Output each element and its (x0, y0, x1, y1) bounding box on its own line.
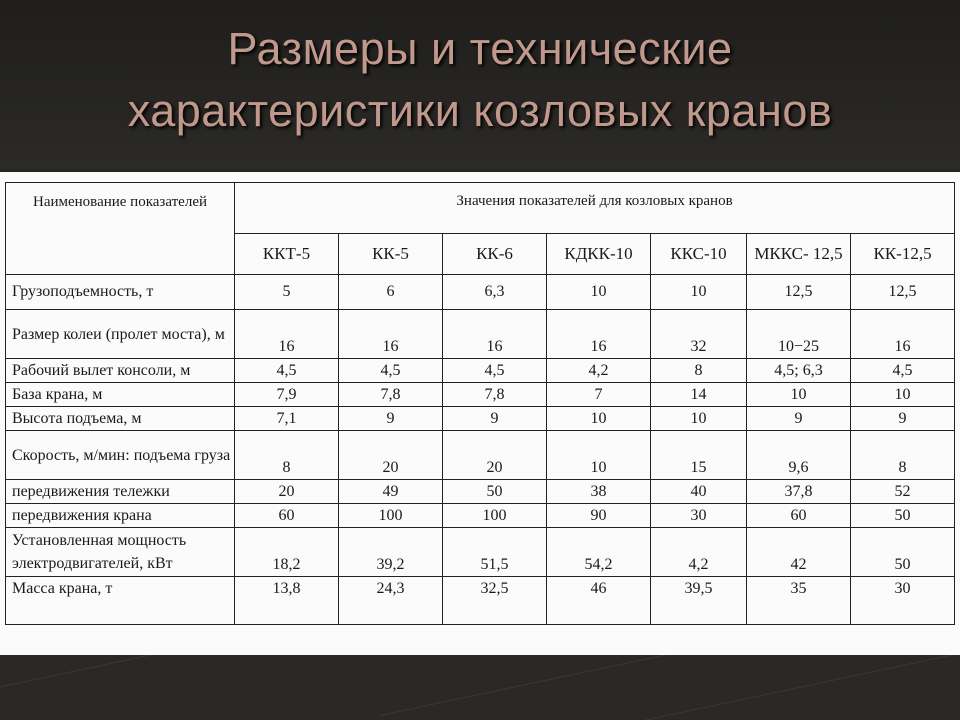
value-cell: 8 (851, 431, 955, 480)
table-row (6, 504, 955, 528)
value-cell: 90 (547, 504, 651, 528)
value-cell: 20 (339, 431, 443, 480)
value-cell: 39,5 (651, 577, 747, 625)
value-cell: 16 (851, 310, 955, 359)
model-cell: МККС- 12,5 (747, 234, 851, 275)
value-cell: 4,5 (851, 359, 955, 383)
value-cell: 16 (547, 310, 651, 359)
value-cell: 20 (443, 431, 547, 480)
table-row (6, 383, 955, 407)
slide-title-line-2: характеристики козловых кранов (127, 85, 833, 136)
value-cell: 50 (851, 528, 955, 577)
model-cell: КК-12,5 (851, 234, 955, 275)
value-cell: 10 (547, 431, 651, 480)
value-cell: 6,3 (443, 275, 547, 310)
value-cell: 40 (651, 480, 747, 504)
value-cell: 7,8 (339, 383, 443, 407)
table-row (6, 407, 955, 431)
row-label: передвижения крана (6, 504, 235, 528)
slide-title (0, 18, 960, 142)
value-cell: 46 (547, 577, 651, 625)
table-row (6, 310, 955, 359)
value-cell: 30 (851, 577, 955, 625)
table-sheet (0, 172, 960, 655)
model-cell: КК-6 (443, 234, 547, 275)
value-cell: 32,5 (443, 577, 547, 625)
value-cell: 30 (651, 504, 747, 528)
row-label: Установленная мощность электродвигателей, кВт (6, 528, 235, 577)
value-cell: 10 (547, 407, 651, 431)
value-cell: 6 (339, 275, 443, 310)
value-cell: 10 (651, 407, 747, 431)
value-cell: 13,8 (235, 577, 339, 625)
value-cell: 5 (235, 275, 339, 310)
bottom-decoration (0, 655, 960, 720)
row-label: Размер колеи (пролет моста), м (6, 310, 235, 359)
value-cell: 16 (235, 310, 339, 359)
row-label: База крана, м (6, 383, 235, 407)
value-cell: 10 (747, 383, 851, 407)
model-cell: ККТ-5 (235, 234, 339, 275)
value-cell: 24,3 (339, 577, 443, 625)
value-cell: 7 (547, 383, 651, 407)
header-name-cell: Наименование показателей (6, 183, 235, 275)
value-cell: 12,5 (851, 275, 955, 310)
value-cell: 20 (235, 480, 339, 504)
value-cell: 15 (651, 431, 747, 480)
value-cell: 42 (747, 528, 851, 577)
crane-specs-table (5, 182, 955, 625)
value-cell: 9 (747, 407, 851, 431)
value-cell: 100 (443, 504, 547, 528)
value-cell: 52 (851, 480, 955, 504)
row-label: Масса крана, т (6, 577, 235, 625)
table-row (6, 431, 955, 480)
value-cell: 12,5 (747, 275, 851, 310)
value-cell: 32 (651, 310, 747, 359)
value-cell: 38 (547, 480, 651, 504)
model-cell: КДКК-10 (547, 234, 651, 275)
value-cell: 60 (235, 504, 339, 528)
value-cell: 49 (339, 480, 443, 504)
value-cell: 7,1 (235, 407, 339, 431)
value-cell: 14 (651, 383, 747, 407)
value-cell: 37,8 (747, 480, 851, 504)
model-cell: ККС-10 (651, 234, 747, 275)
value-cell: 9,6 (747, 431, 851, 480)
value-cell: 7,9 (235, 383, 339, 407)
value-cell: 54,2 (547, 528, 651, 577)
header-values-cell: Значения показателей для козловых кранов (235, 183, 955, 234)
row-label: Грузоподъемность, т (6, 275, 235, 310)
table-row (6, 359, 955, 383)
row-label: Рабочий вылет консоли, м (6, 359, 235, 383)
value-cell: 100 (339, 504, 443, 528)
model-cell: КК-5 (339, 234, 443, 275)
value-cell: 60 (747, 504, 851, 528)
value-cell: 4,5 (235, 359, 339, 383)
value-cell: 9 (339, 407, 443, 431)
slide-title-line-1: Размеры и технические (227, 23, 733, 74)
value-cell: 16 (339, 310, 443, 359)
value-cell: 50 (851, 504, 955, 528)
value-cell: 10−25 (747, 310, 851, 359)
value-cell: 18,2 (235, 528, 339, 577)
value-cell: 39,2 (339, 528, 443, 577)
value-cell: 8 (235, 431, 339, 480)
value-cell: 4,2 (651, 528, 747, 577)
table-row (6, 480, 955, 504)
table-row (6, 577, 955, 625)
value-cell: 4,5; 6,3 (747, 359, 851, 383)
value-cell: 10 (651, 275, 747, 310)
value-cell: 4,5 (443, 359, 547, 383)
value-cell: 9 (443, 407, 547, 431)
row-label: Скорость, м/мин: подъема груза (6, 431, 235, 480)
value-cell: 4,2 (547, 359, 651, 383)
row-label: передвижения тележки (6, 480, 235, 504)
table-row (6, 528, 955, 577)
value-cell: 10 (547, 275, 651, 310)
value-cell: 50 (443, 480, 547, 504)
value-cell: 51,5 (443, 528, 547, 577)
value-cell: 9 (851, 407, 955, 431)
value-cell: 7,8 (443, 383, 547, 407)
value-cell: 16 (443, 310, 547, 359)
table-row (6, 275, 955, 310)
row-label: Высота подъема, м (6, 407, 235, 431)
value-cell: 4,5 (339, 359, 443, 383)
header-row (6, 183, 955, 234)
value-cell: 10 (851, 383, 955, 407)
value-cell: 8 (651, 359, 747, 383)
value-cell: 35 (747, 577, 851, 625)
